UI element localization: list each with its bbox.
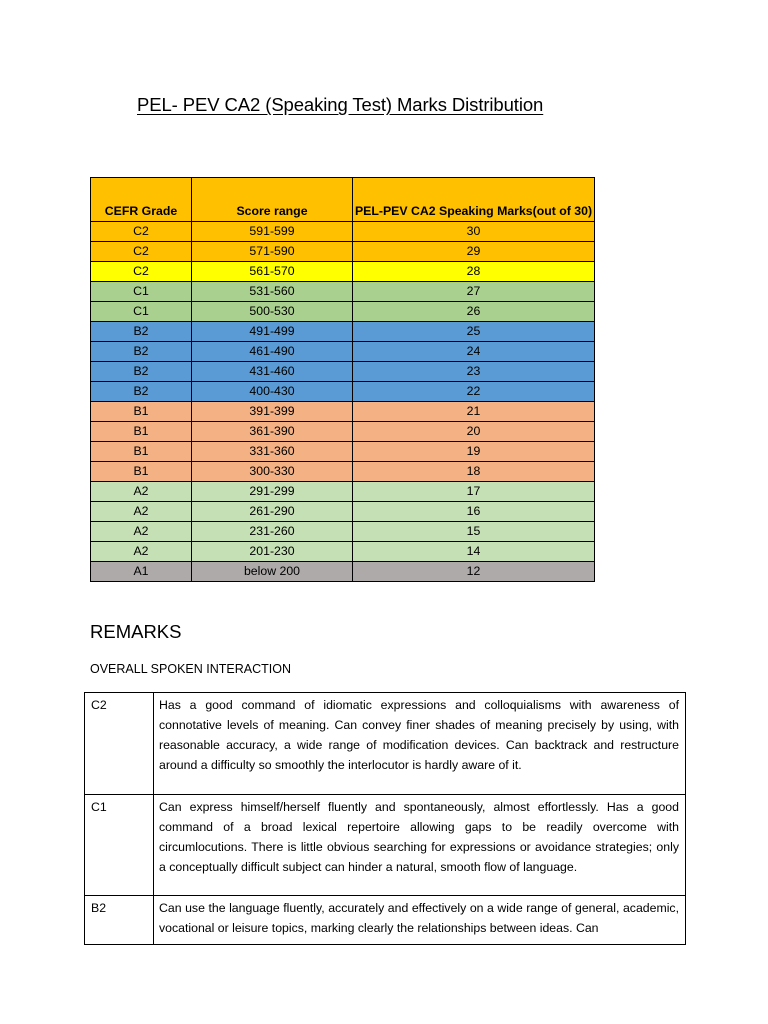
table-row	[91, 502, 595, 522]
cell-score-range: 231-260	[192, 522, 353, 542]
cell-score-range: below 200	[192, 562, 353, 582]
table-row	[91, 562, 595, 582]
table-row	[91, 542, 595, 562]
cell-cefr-grade: B2	[91, 382, 192, 402]
marks-distribution-table	[90, 177, 595, 582]
cell-score-range: 261-290	[192, 502, 353, 522]
cell-speaking-marks: 23	[353, 362, 595, 382]
cell-cefr-grade: B2	[91, 322, 192, 342]
cell-speaking-marks: 12	[353, 562, 595, 582]
cell-cefr-grade: B1	[91, 402, 192, 422]
marks-table-body	[91, 222, 595, 582]
cell-cefr-grade: C2	[91, 262, 192, 282]
remarks-description: Can express himself/herself fluently and spontaneously, almost effortlessly. Has a good command of a broad lexical repertoire allowing gaps to be readily overcome with circumlocutions. There is little obvious searching for expressions or avoidance strategies; only a conceptually difficult subject can hinder a natural, smooth flow of language.	[154, 795, 686, 896]
remarks-level: B2	[85, 896, 154, 945]
table-row	[91, 222, 595, 242]
table-row	[91, 442, 595, 462]
overall-spoken-interaction-heading: OVERALL SPOKEN INTERACTION	[90, 662, 291, 676]
cell-score-range: 361-390	[192, 422, 353, 442]
cell-cefr-grade: A1	[91, 562, 192, 582]
table-row	[91, 342, 595, 362]
cell-cefr-grade: C1	[91, 302, 192, 322]
cell-speaking-marks: 19	[353, 442, 595, 462]
cell-score-range: 571-590	[192, 242, 353, 262]
cell-speaking-marks: 22	[353, 382, 595, 402]
cell-speaking-marks: 24	[353, 342, 595, 362]
remarks-row-c1	[85, 795, 686, 896]
remarks-row-c2	[85, 693, 686, 795]
cell-speaking-marks: 26	[353, 302, 595, 322]
cell-cefr-grade: B2	[91, 362, 192, 382]
cell-speaking-marks: 21	[353, 402, 595, 422]
cell-score-range: 400-430	[192, 382, 353, 402]
cell-cefr-grade: A2	[91, 522, 192, 542]
cell-cefr-grade: C2	[91, 222, 192, 242]
table-row	[91, 362, 595, 382]
cell-speaking-marks: 16	[353, 502, 595, 522]
cell-speaking-marks: 27	[353, 282, 595, 302]
cell-speaking-marks: 17	[353, 482, 595, 502]
table-row	[91, 402, 595, 422]
cell-cefr-grade: B2	[91, 342, 192, 362]
cell-cefr-grade: A2	[91, 542, 192, 562]
header-speaking-marks: PEL-PEV CA2 Speaking Marks(out of 30)	[353, 178, 595, 222]
table-row	[91, 282, 595, 302]
cell-cefr-grade: A2	[91, 482, 192, 502]
cell-score-range: 431-460	[192, 362, 353, 382]
table-row	[91, 522, 595, 542]
cell-speaking-marks: 25	[353, 322, 595, 342]
cell-score-range: 391-399	[192, 402, 353, 422]
cell-speaking-marks: 14	[353, 542, 595, 562]
remarks-description	[154, 896, 686, 945]
table-row	[91, 482, 595, 502]
table-header-row	[91, 178, 595, 222]
cell-speaking-marks: 15	[353, 522, 595, 542]
cell-speaking-marks: 20	[353, 422, 595, 442]
cell-score-range: 461-490	[192, 342, 353, 362]
cell-score-range: 201-230	[192, 542, 353, 562]
table-row	[91, 302, 595, 322]
cell-score-range: 591-599	[192, 222, 353, 242]
remarks-level: C1	[85, 795, 154, 896]
table-row	[91, 422, 595, 442]
remarks-description-text: Can use the language fluently, accurately and effectively on a wide range of general, academic, vocational or leisure topics, marking clearly the relationships between ideas. Can	[159, 901, 679, 935]
cell-speaking-marks: 29	[353, 242, 595, 262]
cell-score-range: 561-570	[192, 262, 353, 282]
table-row	[91, 262, 595, 282]
table-row	[91, 242, 595, 262]
remarks-heading: REMARKS	[90, 621, 182, 642]
cell-speaking-marks: 28	[353, 262, 595, 282]
table-row	[91, 462, 595, 482]
cell-score-range: 331-360	[192, 442, 353, 462]
remarks-description: Has a good command of idiomatic expressions and colloquialisms with awareness of connotative levels of meaning. Can convey finer shades of meaning precisely by using, with reasonable accuracy, a wide range of modification devices. Can backtrack and restructure around a difficulty so smoothly the interlocutor is hardly aware of it.	[154, 693, 686, 795]
cell-score-range: 291-299	[192, 482, 353, 502]
page-title: PEL- PEV CA2 (Speaking Test) Marks Distribution	[137, 94, 544, 115]
cell-cefr-grade: C2	[91, 242, 192, 262]
cell-cefr-grade: B1	[91, 462, 192, 482]
cell-score-range: 500-530	[192, 302, 353, 322]
cell-cefr-grade: C1	[91, 282, 192, 302]
table-row	[91, 322, 595, 342]
remarks-level: C2	[85, 693, 154, 795]
cell-score-range: 491-499	[192, 322, 353, 342]
remarks-table	[84, 692, 686, 945]
table-row	[91, 382, 595, 402]
cell-speaking-marks: 30	[353, 222, 595, 242]
header-score-range: Score range	[192, 178, 353, 222]
cell-cefr-grade: B1	[91, 442, 192, 462]
header-cefr-grade: CEFR Grade	[91, 178, 192, 222]
cell-cefr-grade: B1	[91, 422, 192, 442]
remarks-row-b2	[85, 896, 686, 945]
cell-speaking-marks: 18	[353, 462, 595, 482]
cell-score-range: 300-330	[192, 462, 353, 482]
cell-score-range: 531-560	[192, 282, 353, 302]
cell-cefr-grade: A2	[91, 502, 192, 522]
